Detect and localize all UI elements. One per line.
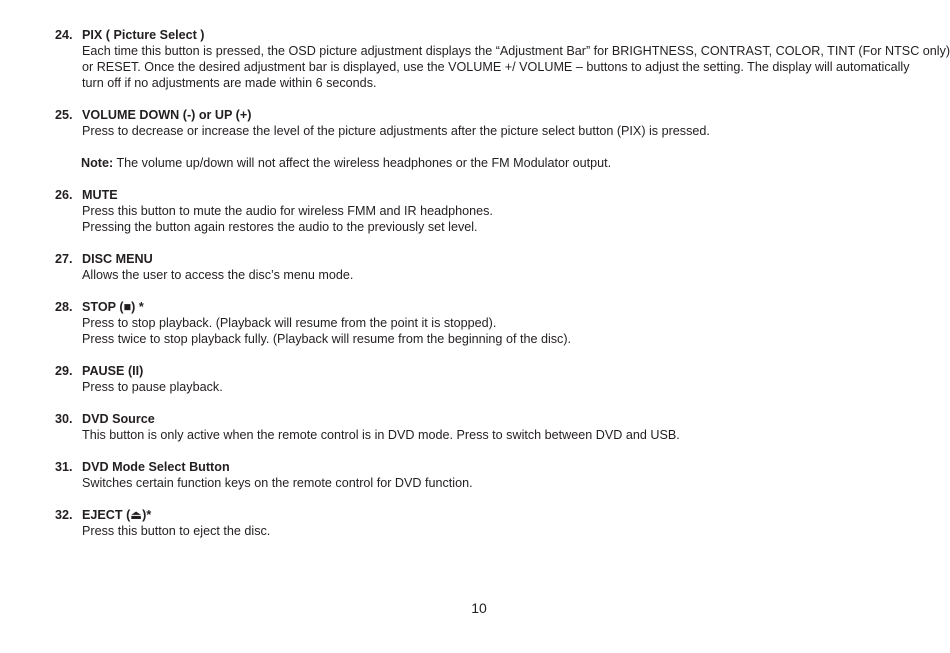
item-number: 32. — [55, 508, 73, 522]
item-number: 24. — [55, 28, 73, 42]
item-description-line: Press to pause playback. — [82, 380, 223, 394]
item-number: 25. — [55, 108, 73, 122]
item-description-line: Press this button to mute the audio for wireless FMM and IR headphones. — [82, 204, 493, 218]
list-item-24 — [55, 27, 950, 91]
item-number: 26. — [55, 188, 73, 202]
item-description-line: Press to decrease or increase the level of the picture adjustments after the picture select button (PIX) is pressed. — [82, 124, 710, 138]
item-description-line: This button is only active when the remote control is in DVD mode. Press to switch between DVD and USB. — [82, 428, 680, 442]
item-description-line: Each time this button is pressed, the OSD picture adjustment displays the “Adjustment Bar” for BRIGHTNESS, CONTRAST, COLOR, TINT (For NTSC only) — [82, 44, 950, 58]
list-item-27 — [55, 251, 915, 283]
item-description-line: Press twice to stop playback fully. (Playback will resume from the beginning of the disc). — [82, 332, 572, 346]
list-item-28 — [55, 299, 915, 347]
item-title: MUTE — [82, 188, 118, 202]
item-title: DVD Source — [82, 412, 155, 426]
item-title: PAUSE (II) — [82, 364, 144, 378]
item-number: 30. — [55, 412, 73, 426]
list-item-26 — [55, 187, 915, 235]
item-number: 29. — [55, 364, 73, 378]
note-text: The volume up/down will not affect the wireless headphones or the FM Modulator output. — [113, 156, 612, 170]
item-description-line: Switches certain function keys on the remote control for DVD function. — [82, 476, 473, 490]
item-description-line: Allows the user to access the disc’s menu mode. — [82, 268, 354, 282]
page-content — [55, 27, 950, 555]
item-title: DVD Mode Select Button — [82, 460, 230, 474]
item-title: STOP (■) * — [82, 300, 144, 314]
list-item-30 — [55, 411, 915, 443]
item-title: DISC MENU — [82, 252, 153, 266]
item-number: 28. — [55, 300, 73, 314]
item-description-line: turn off if no adjustments are made within 6 seconds. — [82, 76, 377, 90]
item-description-line: Pressing the button again restores the audio to the previously set level. — [82, 220, 478, 234]
list-item-29 — [55, 363, 915, 395]
item-title: EJECT (⏏)* — [82, 508, 152, 522]
list-item-32 — [55, 507, 915, 539]
list-item-25 — [55, 107, 915, 139]
item-description-line: Press to stop playback. (Playback will resume from the point it is stopped). — [82, 316, 497, 330]
item-title: VOLUME DOWN (-) or UP (+) — [82, 108, 252, 122]
item-number: 27. — [55, 252, 73, 266]
item-title: PIX ( Picture Select ) — [82, 28, 205, 42]
item-description-line: or RESET. Once the desired adjustment bar is displayed, use the VOLUME +/ VOLUME – buttons to adjust the setting. The display will automatically — [82, 60, 910, 74]
page-number: 10 — [471, 600, 487, 616]
note-block — [55, 155, 915, 171]
list-item-31 — [55, 459, 915, 491]
item-number: 31. — [55, 460, 73, 474]
item-description-line: Press this button to eject the disc. — [82, 524, 271, 538]
note-label: Note: — [81, 156, 114, 170]
